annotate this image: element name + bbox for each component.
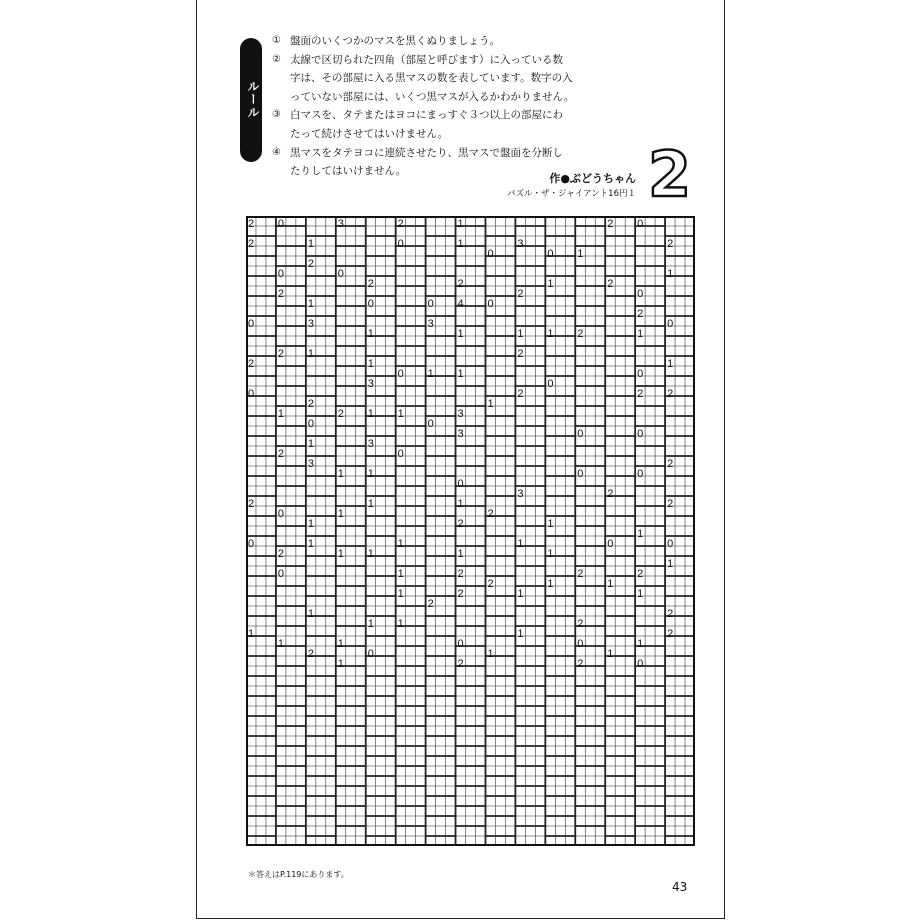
clue-number: 3 <box>307 318 314 330</box>
clue-number: 3 <box>367 438 374 450</box>
clue-number: 2 <box>277 288 285 300</box>
clue-number: 1 <box>517 328 524 340</box>
clue-number: 2 <box>457 588 464 600</box>
clue-number: 0 <box>577 468 584 480</box>
clue-number: 0 <box>607 538 614 550</box>
clue-number: 2 <box>248 238 255 250</box>
clue-number: 0 <box>487 248 494 260</box>
clue-number: 1 <box>577 248 584 260</box>
clue-number: 0 <box>277 218 285 230</box>
clue-number: 1 <box>487 648 494 660</box>
clue-number: 2 <box>517 388 524 400</box>
clue-number: 2 <box>667 608 674 620</box>
rule-4-line-1: 黒マスをタテヨコに連続させたり、黒マスで盤面を分断し <box>290 146 563 159</box>
clue-number: 2 <box>637 308 644 320</box>
clue-number: 3 <box>457 408 464 420</box>
clue-number: 1 <box>457 328 464 340</box>
clue-number: 2 <box>457 518 464 530</box>
clue-number: 3 <box>517 488 524 500</box>
clue-number: 1 <box>277 408 285 420</box>
clue-number: 0 <box>397 368 404 380</box>
clue-number: 2 <box>277 448 285 460</box>
clue-number: 1 <box>547 278 554 290</box>
clue-number: 1 <box>637 638 644 650</box>
clue-number: 2 <box>457 568 464 580</box>
clue-number: 0 <box>667 538 674 550</box>
clue-number: 2 <box>577 658 584 670</box>
clue-number: 1 <box>517 538 524 550</box>
clue-number: 1 <box>607 648 614 660</box>
clue-number: 1 <box>397 538 404 550</box>
clue-number: 1 <box>277 638 285 650</box>
clue-number: 1 <box>337 508 344 520</box>
clue-number: 2 <box>577 328 584 340</box>
clue-number: 1 <box>667 358 674 370</box>
clue-number: 1 <box>337 638 344 650</box>
answer-footnote: ＊答えはP.119にあります。 <box>248 870 349 879</box>
clue-number: 2 <box>248 498 255 510</box>
clue-number: 0 <box>637 468 644 480</box>
clue-number: 0 <box>457 638 464 650</box>
clue-number: 2 <box>637 388 644 400</box>
clue-number: 2 <box>248 358 255 370</box>
clue-number: 0 <box>277 508 285 520</box>
rule-number-3: ③ <box>272 109 281 121</box>
clue-number: 1 <box>397 618 404 630</box>
clue-number: 0 <box>337 268 344 280</box>
clue-number: 2 <box>667 498 674 510</box>
rule-2-line-1: 太線で区切られた四角（部屋と呼びます）に入っている数 <box>290 53 563 66</box>
clue-number: 2 <box>277 548 285 560</box>
clue-number: 2 <box>397 218 404 230</box>
clue-number: 2 <box>457 278 464 290</box>
clue-number: 1 <box>457 238 464 250</box>
clue-number: 1 <box>457 498 464 510</box>
clue-number: 3 <box>517 238 524 250</box>
clue-number: 1 <box>637 528 644 540</box>
clue-number: 0 <box>277 568 285 580</box>
clue-number: 1 <box>367 468 374 480</box>
clue-number: 0 <box>427 418 434 430</box>
clue-number: 1 <box>307 538 314 550</box>
clue-number: 0 <box>427 298 434 310</box>
rule-number-4: ④ <box>272 146 281 158</box>
clue-number: 2 <box>607 488 614 500</box>
clue-number: 1 <box>517 628 524 640</box>
clue-number: 1 <box>307 348 314 360</box>
clue-number: 3 <box>307 458 314 470</box>
rules-tab-label: ルール <box>246 80 260 119</box>
clue-number: 0 <box>667 318 674 330</box>
clue-number: 0 <box>637 428 644 440</box>
clue-number: 0 <box>457 478 464 490</box>
clue-number: 2 <box>667 238 674 250</box>
clue-number: 2 <box>667 388 674 400</box>
clue-number: 1 <box>607 578 614 590</box>
clue-number: 1 <box>248 628 255 640</box>
puzzle-number: 2 <box>648 138 692 211</box>
clue-number: 0 <box>367 298 374 310</box>
clue-number: 3 <box>337 218 344 230</box>
clue-number: 2 <box>607 278 614 290</box>
clue-number: 0 <box>248 318 255 330</box>
source-credit: パズル・ザ・ジャイアント16円１ <box>506 189 636 199</box>
clue-number: 1 <box>307 608 314 620</box>
clue-number: 1 <box>307 438 314 450</box>
clue-number: 1 <box>427 368 434 380</box>
clue-number: 1 <box>367 408 374 420</box>
clue-number: 2 <box>277 348 285 360</box>
rule-4-line-2: たりしてはいけません。 <box>290 165 407 178</box>
clue-number: 0 <box>277 268 285 280</box>
clue-number: 1 <box>517 588 524 600</box>
clue-number: 1 <box>337 468 344 480</box>
clue-number: 0 <box>547 378 554 390</box>
clue-number: 1 <box>367 548 374 560</box>
rule-number-2: ② <box>272 53 281 65</box>
clue-number: 2 <box>457 658 464 670</box>
clue-number: 0 <box>637 218 644 230</box>
clue-number: 1 <box>667 268 674 280</box>
clue-number: 2 <box>427 598 434 610</box>
page-number: 43 <box>672 880 688 894</box>
clue-number: 0 <box>547 248 554 260</box>
clue-number: 0 <box>577 638 584 650</box>
clue-number: 1 <box>667 558 674 570</box>
clue-number: 1 <box>547 578 554 590</box>
rule-2-line-3: っていない部屋には、いくつ黒マスが入るかわかりません。 <box>290 90 575 103</box>
rule-number-1: ① <box>272 35 281 46</box>
rule-1-line-1: 盤面のいくつかのマスを黒くぬりましょう。 <box>290 35 500 47</box>
rule-3-line-1: 白マスを、タテまたはヨコにまっすぐ３つ以上の部屋にわ <box>290 109 563 122</box>
rule-2-line-2: 字は、その部屋に入る黒マスの数を表しています。数字の入 <box>290 72 573 85</box>
clue-number: 2 <box>307 398 314 410</box>
puzzle-grid[interactable] <box>246 216 695 846</box>
clue-number: 0 <box>307 418 314 430</box>
clue-number: 1 <box>367 498 374 510</box>
clue-number: 0 <box>367 648 374 660</box>
clue-number: 1 <box>457 548 464 560</box>
clue-number: 2 <box>307 258 314 270</box>
clue-number: 2 <box>487 508 494 520</box>
clue-number: 1 <box>487 398 494 410</box>
clue-number: 3 <box>367 378 374 390</box>
clue-number: 2 <box>517 288 524 300</box>
clue-number: 2 <box>517 348 524 360</box>
clue-number: 2 <box>487 578 494 590</box>
clue-number: 1 <box>637 588 644 600</box>
clue-number: 1 <box>307 238 314 250</box>
clue-number: 0 <box>577 428 584 440</box>
clue-number: 2 <box>337 408 344 420</box>
clue-number: 1 <box>547 328 554 340</box>
clue-number: 0 <box>248 388 255 400</box>
clue-number: 2 <box>667 628 674 640</box>
clue-number: 1 <box>367 618 374 630</box>
clue-number: 2 <box>577 618 584 630</box>
clue-number: 4 <box>457 298 464 310</box>
clue-number: 0 <box>637 368 644 380</box>
clue-number: 3 <box>427 318 434 330</box>
clue-number: 0 <box>637 288 644 300</box>
clue-number: 1 <box>637 328 644 340</box>
clue-number: 1 <box>307 518 314 530</box>
clue-number: 1 <box>457 218 464 230</box>
rules-tab <box>240 38 262 162</box>
clue-number: 2 <box>307 648 314 660</box>
clue-number: 2 <box>667 458 674 470</box>
clue-number: 0 <box>248 538 255 550</box>
clue-number: 0 <box>397 448 404 460</box>
clue-number: 1 <box>397 408 404 420</box>
clue-number: 1 <box>397 588 404 600</box>
clue-number: 2 <box>637 568 644 580</box>
clue-number: 0 <box>637 658 644 670</box>
author-credit: 作●ぶどうちゃん <box>549 172 636 185</box>
clue-number: 1 <box>457 368 464 380</box>
clue-number: 1 <box>337 548 344 560</box>
clue-number: 1 <box>307 298 314 310</box>
grid-outer-border <box>247 217 694 845</box>
clue-number: 2 <box>367 278 374 290</box>
rule-3-line-2: たって続けさせてはいけません。 <box>290 128 449 140</box>
clue-number: 2 <box>248 218 255 230</box>
clue-number: 1 <box>547 548 554 560</box>
clue-number: 1 <box>397 568 404 580</box>
clue-number: 1 <box>367 328 374 340</box>
clue-number: 1 <box>367 358 374 370</box>
clue-number: 2 <box>577 568 584 580</box>
clue-number: 0 <box>397 238 404 250</box>
clue-number: 1 <box>547 518 554 530</box>
clue-number: 0 <box>487 298 494 310</box>
clue-number: 3 <box>457 428 464 440</box>
clue-number: 2 <box>607 218 614 230</box>
clue-number: 1 <box>337 658 344 670</box>
